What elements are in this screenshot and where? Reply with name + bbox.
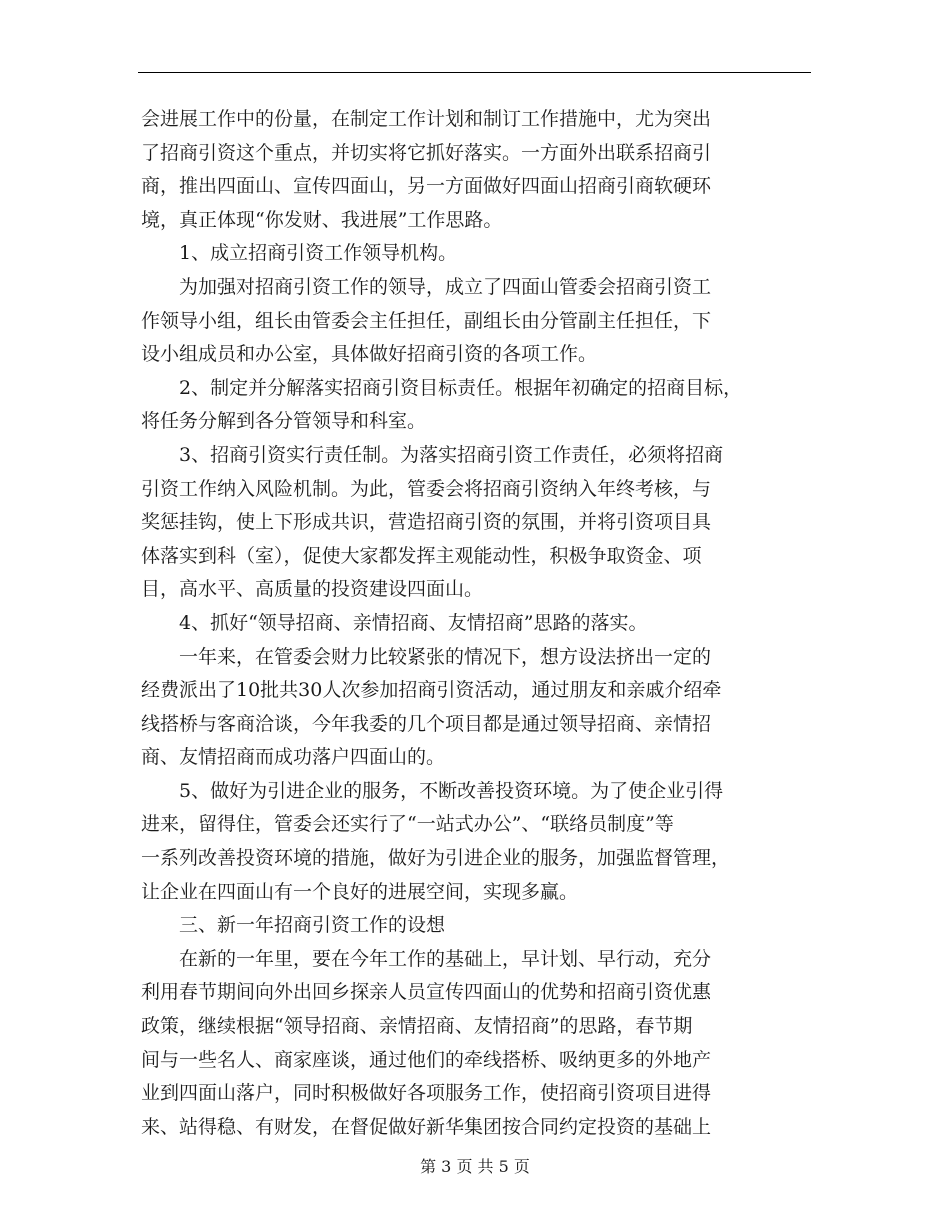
text-line: 设小组成员和办公室，具体做好招商引资的各项工作。 [141,343,598,366]
text-line: 商，推出四面山、宣传四面山，另一方面做好四面山招商引商软硬环 [141,175,712,198]
text-line: 境，真正体现“你发财、我进展”工作思路。 [141,208,503,231]
text-line: 体落实到科（室），促使大家都发挥主观能动性，积极争取资金、项 [141,544,702,567]
text-line: 来、站得稳、有财发，在督促做好新华集团按合同约定投资的基础上 [141,1115,712,1138]
text-line: 政策，继续根据“领导招商、亲情招商、友情招商”的思路，春节期 [141,1015,693,1038]
text-line: 3、招商引资实行责任制。为落实招商引资工作责任，必须将招商 [141,443,724,466]
text-line: 作领导小组，组长由管委会主任担任，副组长由分管副主任担任，下 [141,309,712,332]
text-line: 利用春节期间向外出回乡探亲人员宣传四面山的优势和招商引资优惠 [141,981,712,1004]
text-line: 2、制定并分解落实招商引资目标责任。根据年初确定的招商目标， [141,376,743,399]
text-line: 将任务分解到各分管领导和科室。 [141,410,427,433]
text-line: 线搭桥与客商洽谈，今年我委的几个项目都是通过领导招商、亲情招 [141,712,712,735]
text-line: 引资工作纳入风险机制。为此，管委会将招商引资纳入年终考核，与 [141,477,712,500]
text-line: 目，高水平、高质量的投资建设四面山。 [141,578,484,601]
section-heading: 1、成立招商引资工作领导机构。 [141,242,458,265]
text-line: 在新的一年里，要在今年工作的基础上，早计划、早行动，充分 [141,947,712,970]
text-line: 经费派出了10批共30人次参加招商引资活动，通过朋友和亲戚介绍牵 [141,679,722,702]
text-line: 商、友情招商而成功落户四面山的。 [141,746,446,769]
page-number: 第 3 页 共 5 页 [420,1157,530,1176]
text-line: 一年来，在管委会财力比较紧张的情况下，想方设法挤出一定的 [141,645,712,668]
header-rule [138,72,811,73]
text-line: 5、做好为引进企业的服务，不断改善投资环境。为了使企业引得 [141,779,724,802]
section-heading: 4、抓好“领导招商、亲情招商、友情招商”思路的落实。 [141,611,648,634]
text-line: 奖惩挂钩，使上下形成共识，营造招商引资的氛围，并将引资项目具 [141,511,712,534]
text-line: 会进展工作中的份量，在制定工作计划和制订工作措施中，尤为突出 [141,108,712,130]
document-body [141,103,811,1144]
text-line: 业到四面山落户，同时积极做好各项服务工作，使招商引资项目进得 [141,1082,712,1105]
text-line: 一系列改善投资环境的措施，做好为引进企业的服务，加强监督管理， [141,847,731,870]
text-line: 为加强对招商引资工作的领导，成立了四面山管委会招商引资工 [141,275,712,298]
text-line: 间与一些名人、商家座谈，通过他们的牵线搭桥、吸纳更多的外地产 [141,1048,712,1071]
text-line: 进来，留得住，管委会还实行了“一站式办公”、“联络员制度”等 [141,813,674,836]
text-line: 了招商引资这个重点，并切实将它抓好落实。一方面外出联系招商引 [141,141,712,164]
text-line: 让企业在四面山有一个良好的进展空间，实现多赢。 [141,880,579,903]
section-heading: 三、新一年招商引资工作的设想 [141,914,446,937]
